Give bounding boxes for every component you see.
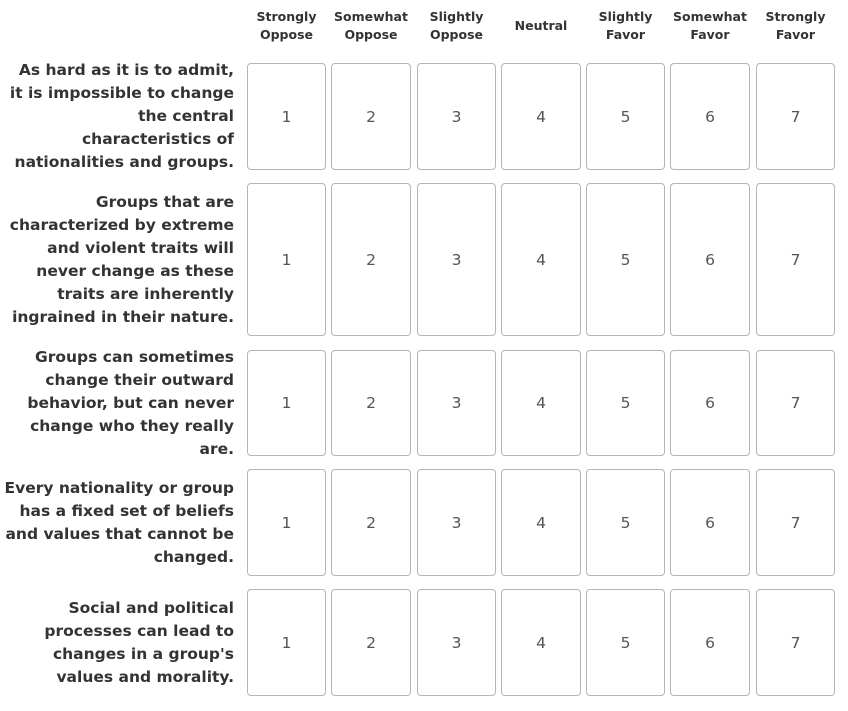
- column-header-1: Strongly Oppose: [256, 9, 317, 42]
- rating-option-4-3[interactable]: 3: [417, 469, 496, 576]
- rating-option-3-7[interactable]: 7: [756, 350, 835, 456]
- rating-option-5-3[interactable]: 3: [417, 589, 496, 696]
- statement-2-label: [4, 183, 234, 336]
- column-header-5: Slightly Favor: [598, 9, 653, 42]
- statement-text: As hard as it is to admit, it is impossible to change the central characteristics of nationalities and groups.: [9, 61, 234, 171]
- rating-option-4-2[interactable]: 2: [331, 469, 411, 576]
- rating-option-5-6[interactable]: 6: [670, 589, 750, 696]
- rating-option-5-5[interactable]: 5: [586, 589, 665, 696]
- rating-option-5-7[interactable]: 7: [756, 589, 835, 696]
- rating-option-2-2[interactable]: 2: [331, 183, 411, 336]
- rating-option-1-4[interactable]: 4: [501, 63, 581, 170]
- rating-option-2-4[interactable]: 4: [501, 183, 581, 336]
- statement-5-label: [4, 589, 234, 696]
- rating-option-4-5[interactable]: 5: [586, 469, 665, 576]
- column-header-4: Neutral: [514, 18, 568, 33]
- statement-text: Groups can sometimes change their outward behavior, but can never change who they really are.: [27, 347, 234, 458]
- column-header-3: Slightly Oppose: [429, 9, 484, 42]
- rating-option-1-6[interactable]: 6: [670, 63, 750, 170]
- column-header-2: Somewhat Oppose: [334, 9, 408, 42]
- rating-option-5-4[interactable]: 4: [501, 589, 581, 696]
- rating-option-3-4[interactable]: 4: [501, 350, 581, 456]
- rating-option-1-2[interactable]: 2: [331, 63, 411, 170]
- statement-3-label: [4, 347, 234, 458]
- column-header-7: Strongly Favor: [765, 9, 826, 42]
- statement-text: Every nationality or group has a fixed set of beliefs and values that cannot be changed.: [4, 478, 234, 566]
- rating-option-3-2[interactable]: 2: [331, 350, 411, 456]
- rating-option-3-6[interactable]: 6: [670, 350, 750, 456]
- statement-1-label: [4, 63, 234, 170]
- rating-option-2-7[interactable]: 7: [756, 183, 835, 336]
- rating-option-3-3[interactable]: 3: [417, 350, 496, 456]
- rating-option-5-1[interactable]: 1: [247, 589, 326, 696]
- statement-text: Groups that are characterized by extreme and violent traits will never change as these traits are inherently ingrained in their nature.: [9, 192, 234, 326]
- rating-option-2-3[interactable]: 3: [417, 183, 496, 336]
- rating-option-2-1[interactable]: 1: [247, 183, 326, 336]
- rating-option-3-5[interactable]: 5: [586, 350, 665, 456]
- rating-option-4-4[interactable]: 4: [501, 469, 581, 576]
- rating-option-4-7[interactable]: 7: [756, 469, 835, 576]
- statement-4-label: [4, 469, 234, 576]
- rating-option-3-1[interactable]: 1: [247, 350, 326, 456]
- rating-option-1-3[interactable]: 3: [417, 63, 496, 170]
- rating-option-2-6[interactable]: 6: [670, 183, 750, 336]
- rating-option-2-5[interactable]: 5: [586, 183, 665, 336]
- rating-option-1-7[interactable]: 7: [756, 63, 835, 170]
- statement-text: Social and political processes can lead to changes in a group's values and morality.: [44, 598, 234, 686]
- rating-option-4-1[interactable]: 1: [247, 469, 326, 576]
- rating-option-5-2[interactable]: 2: [331, 589, 411, 696]
- column-header-6: Somewhat Favor: [673, 9, 747, 42]
- rating-option-1-1[interactable]: 1: [247, 63, 326, 170]
- rating-option-1-5[interactable]: 5: [586, 63, 665, 170]
- rating-option-4-6[interactable]: 6: [670, 469, 750, 576]
